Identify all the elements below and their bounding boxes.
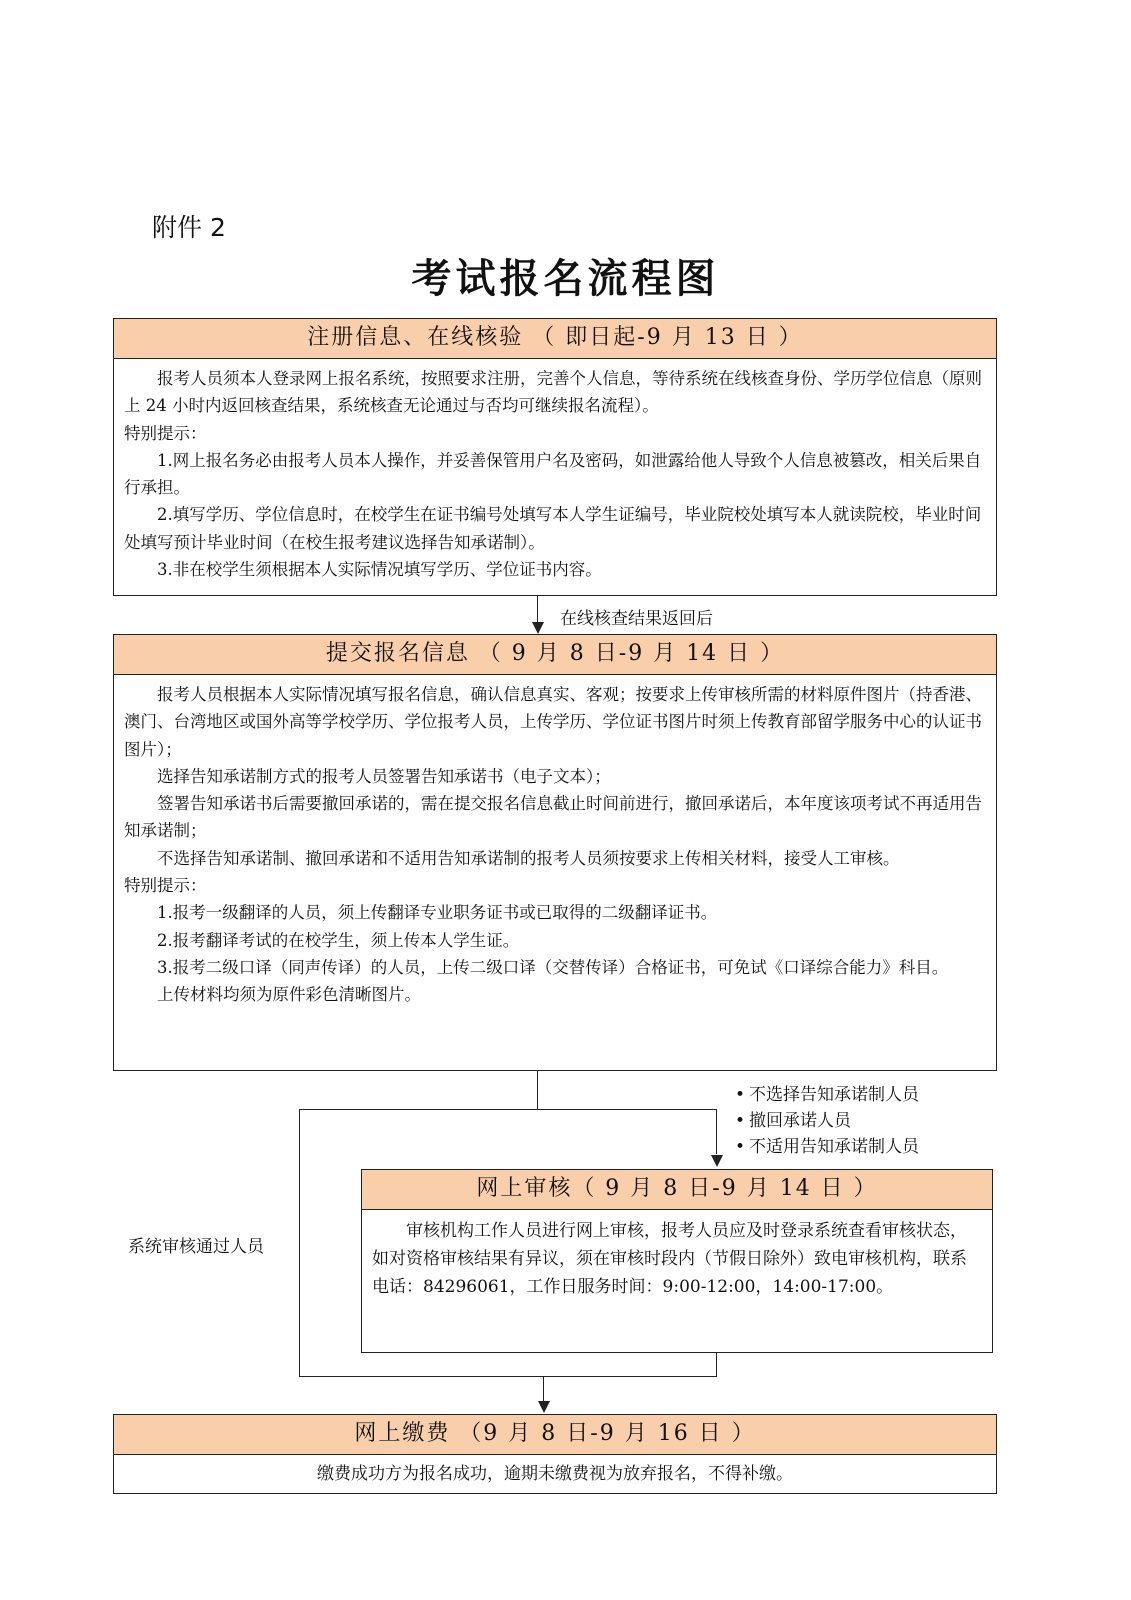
step-submit-para-1: 报考人员根据本人实际情况填写报名信息，确认信息真实、客观；按要求上传审核所需的材料原件图片（持香港、澳门、台湾地区或国外高等学校学历、学位报考人员，上传学历、学位证书图片时须上传教育部留学服务中心的认证书图片）； xyxy=(124,685,982,759)
branch-condition-item: • 撤回承诺人员 xyxy=(735,1108,919,1134)
step-register-header: 注册信息、在线核验 （ 即日起-9 月 13 日 ） xyxy=(114,319,996,359)
step-register-tip-label: 特别提示： xyxy=(124,423,207,443)
step-submit-closing: 上传材料均须为原件彩色清晰图片。 xyxy=(157,985,421,1005)
step-payment-box xyxy=(113,1414,997,1494)
step-register-para: 报考人员须本人登录网上报名系统，按照要求注册，完善个人信息，等待系统在线核查身份、学历学位信息（原则上 24 小时内返回核查结果，系统核查无论通过与否均可继续报名流程）。 xyxy=(124,369,982,416)
page-title: 考试报名流程图 xyxy=(411,255,720,302)
arrow-1-head xyxy=(532,622,544,634)
step-submit-tip-1: 1.报考一级翻译的人员，须上传翻译专业职务证书或已取得的二级翻译证书。 xyxy=(157,903,718,923)
step-payment-body: 缴费成功方为报名成功，逾期未缴费视为放弃报名，不得补缴。 xyxy=(317,1464,793,1484)
step-submit-para-4: 不选择告知承诺制、撤回承诺和不适用告知承诺制的报考人员须按要求上传相关材料，接受人工审核。 xyxy=(157,848,900,868)
step-register-tip-1: 1.网上报名务必由报考人员本人操作，并妥善保管用户名及密码，如泄露给他人导致个人信息被篡改，相关后果自行承担。 xyxy=(124,450,982,498)
branch-condition-item: • 不适用告知承诺制人员 xyxy=(735,1134,919,1160)
branch-review-line xyxy=(716,1109,717,1154)
step-review-body xyxy=(362,1210,992,1301)
branch-left-line xyxy=(299,1109,300,1376)
branch-review-arrow-head xyxy=(711,1155,723,1167)
step-submit-tip-label: 特别提示： xyxy=(124,876,207,896)
merge-down-line xyxy=(543,1376,544,1401)
step-submit-body xyxy=(114,675,996,1009)
arrow-1-label: 在线核查结果返回后 xyxy=(560,609,713,629)
merge-bottom-line xyxy=(299,1376,717,1377)
branch-top-line xyxy=(299,1109,717,1110)
step-submit-para-3: 签署告知承诺书后需要撤回承诺的，需在提交报名信息截止时间前进行，撤回承诺后，本年度该项考试不再适用告知承诺制； xyxy=(124,794,982,841)
step-submit-box xyxy=(113,634,997,1071)
step-register-body xyxy=(114,359,996,583)
step-submit-tip-2: 2.报考翻译考试的在校学生，须上传本人学生证。 xyxy=(157,930,520,950)
step-review-header: 网上审核（ 9 月 8 日-9 月 14 日 ） xyxy=(362,1170,992,1210)
step-review-para: 审核机构工作人员进行网上审核，报考人员应及时登录系统查看审核状态，如对资格审核结果有异议，须在审核时段内（节假日除外）致电审核机构，联系电话：84296061，工作日服务时间：9:00-12:00，14:00-17:00。 xyxy=(372,1221,967,1297)
merge-arrow-head xyxy=(538,1401,550,1413)
step-review-box xyxy=(361,1169,993,1353)
branch-stem-line xyxy=(537,1071,538,1109)
step-payment-header: 网上缴费 （9 月 8 日-9 月 16 日 ） xyxy=(114,1415,996,1455)
branch-condition-item: • 不选择告知承诺制人员 xyxy=(735,1082,919,1108)
branch-condition-list xyxy=(735,1082,919,1160)
arrow-1-line xyxy=(537,596,538,622)
pass-label: 系统审核通过人员 xyxy=(128,1237,264,1257)
step-submit-header: 提交报名信息 （ 9 月 8 日-9 月 14 日 ） xyxy=(114,635,996,675)
step-register-tip-2: 2.填写学历、学位信息时，在校学生在证书编号处填写本人学生证编号，毕业院校处填写本人就读院校，毕业时间处填写预计毕业时间（在校生报考建议选择告知承诺制）。 xyxy=(124,505,982,552)
step-register-tip-3: 3.非在校学生须根据本人实际情况填写学历、学位证书内容。 xyxy=(157,560,602,580)
step-submit-para-2: 选择告知承诺制方式的报考人员签署告知承诺书（电子文本）； xyxy=(157,766,611,786)
step-register-box xyxy=(113,318,997,596)
merge-review-line xyxy=(716,1353,717,1376)
step-submit-tip-3: 3.报考二级口译（同声传译）的人员，上传二级口译（交替传译）合格证书，可免试《口译综合能力》科目。 xyxy=(157,957,949,977)
attachment-label: 附件 2 xyxy=(152,213,226,242)
